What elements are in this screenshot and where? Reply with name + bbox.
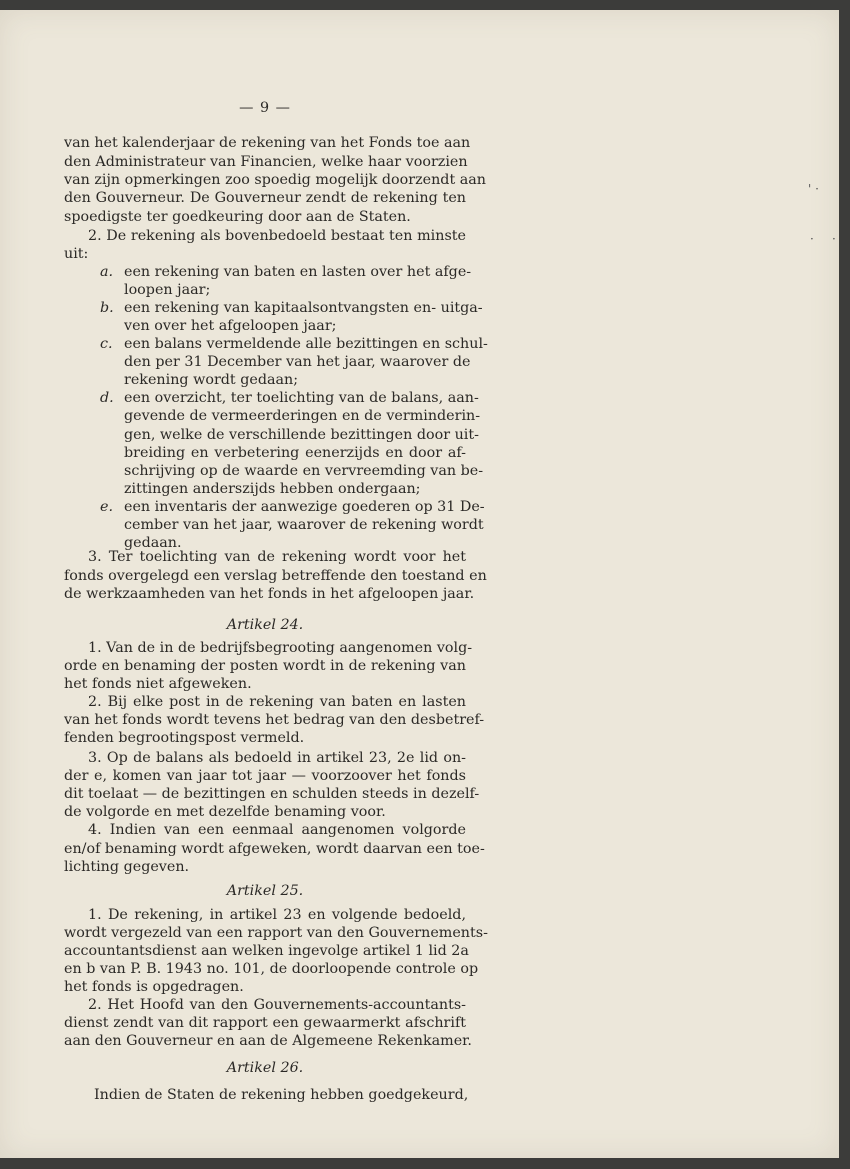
text-line: ven over het afgeloopen jaar; xyxy=(124,318,337,334)
margin-speck: ' · xyxy=(808,182,819,196)
text-line: 2. Bij elke post in de rekening van baten en lasten xyxy=(88,694,466,710)
text-line: van zijn opmerkingen zoo spoedig mogelijk doorzendt aan xyxy=(64,172,486,188)
text-line: schrijving op de waarde en vervreemding van be- xyxy=(124,463,484,479)
text-line: het fonds niet afgeweken. xyxy=(64,676,252,692)
text-line: een rekening van baten en lasten over het afge- xyxy=(124,264,472,280)
text-line: dienst zendt van dit rapport een gewaarmerkt afschrift xyxy=(64,1015,466,1031)
text-line: wordt vergezeld van een rapport van den Gouvernements- xyxy=(64,925,488,941)
text-line: 2. De rekening als bovenbedoeld bestaat ten minste xyxy=(88,228,466,244)
article-heading: Artikel 24. xyxy=(226,617,304,633)
text-line: fonds overgelegd een verslag betreffende den toestand en xyxy=(64,568,487,584)
text-line: Indien de Staten de rekening hebben goedgekeurd, xyxy=(94,1087,469,1103)
text-line: den per 31 December van het jaar, waarover de xyxy=(124,354,471,370)
text-line: lichting gegeven. xyxy=(64,859,190,875)
text-line: spoedigste ter goedkeuring door aan de Staten. xyxy=(64,209,411,225)
text-line: en b van P. B. 1943 no. 101, de doorloopende controle op xyxy=(64,961,479,977)
text-line: de volgorde en met dezelfde benaming voor. xyxy=(64,804,386,820)
article-heading: Artikel 25. xyxy=(226,883,304,899)
text-line: rekening wordt gedaan; xyxy=(124,372,299,388)
text-line: 3. Ter toelichting van de rekening wordt voor het xyxy=(88,549,466,565)
document-page xyxy=(0,10,839,1158)
list-label: d. xyxy=(100,390,114,406)
page-number: — 9 — xyxy=(239,100,291,116)
text-line: cember van het jaar, waarover de rekening wordt xyxy=(124,517,484,533)
text-line: 1. De rekening, in artikel 23 en volgende bedoeld, xyxy=(88,907,466,923)
text-line: het fonds is opgedragen. xyxy=(64,979,244,995)
list-label: e. xyxy=(100,499,114,515)
text-line: en/of benaming wordt afgeweken, wordt daarvan een toe- xyxy=(64,841,485,857)
text-line: van het kalenderjaar de rekening van het Fonds toe aan xyxy=(64,135,471,151)
text-line: den Administrateur van Financien, welke haar voorzien xyxy=(64,154,468,170)
article-heading: Artikel 26. xyxy=(226,1060,304,1076)
text-line: gevende de vermeerderingen en de verminderin- xyxy=(124,408,481,424)
text-line: uit: xyxy=(64,246,89,262)
text-line: accountantsdienst aan welken ingevolge artikel 1 lid 2a xyxy=(64,943,469,959)
text-line: een inventaris der aanwezige goederen op 31 De- xyxy=(124,499,485,515)
list-label: b. xyxy=(100,300,114,316)
text-line: een overzicht, ter toelichting van de balans, aan- xyxy=(124,390,479,406)
text-line: een balans vermeldende alle bezittingen en schul- xyxy=(124,336,488,352)
text-line: 1. Van de in de bedrijfsbegrooting aangenomen volg- xyxy=(88,640,473,656)
list-label: c. xyxy=(100,336,113,352)
margin-speck: · xyxy=(832,232,836,246)
text-line: breiding en verbetering eenerzijds en door af- xyxy=(124,445,466,461)
text-line: 2. Het Hoofd van den Gouvernements-accountants- xyxy=(88,997,466,1013)
text-line: orde en benaming der posten wordt in de rekening van xyxy=(64,658,466,674)
text-line: fenden begrootingspost vermeld. xyxy=(64,730,305,746)
text-line: dit toelaat — de bezittingen en schulden steeds in dezelf- xyxy=(64,786,480,802)
text-line: gedaan. xyxy=(124,535,182,551)
text-line: van het fonds wordt tevens het bedrag van den desbetref- xyxy=(64,712,485,728)
text-line: 3. Op de balans als bedoeld in artikel 23, 2e lid on- xyxy=(88,750,466,766)
text-line: 4. Indien van een eenmaal aangenomen volgorde xyxy=(88,822,466,838)
list-label: a. xyxy=(100,264,114,280)
margin-speck: · xyxy=(810,232,814,246)
text-line: loopen jaar; xyxy=(124,282,211,298)
text-line: een rekening van kapitaalsontvangsten en- uitga- xyxy=(124,300,483,316)
text-line: aan den Gouverneur en aan de Algemeene Rekenkamer. xyxy=(64,1033,472,1049)
text-line: der e, komen van jaar tot jaar — voorzoover het fonds xyxy=(64,768,466,784)
text-line: de werkzaamheden van het fonds in het afgeloopen jaar. xyxy=(64,586,475,602)
text-line: den Gouverneur. De Gouverneur zendt de rekening ten xyxy=(64,190,466,206)
text-line: zittingen anderszijds hebben ondergaan; xyxy=(124,481,421,497)
text-line: gen, welke de verschillende bezittingen door uit- xyxy=(124,427,479,443)
